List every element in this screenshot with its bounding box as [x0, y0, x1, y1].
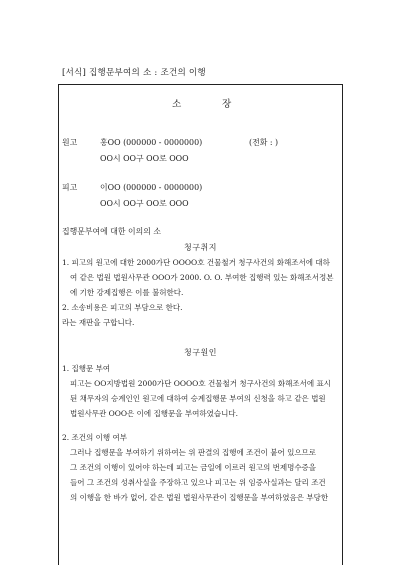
claim-item1-line2: 여 같은 법원 법원사무관 OOO가 2000. O. O. 부여한 집행력 있는 화해조서정본 — [70, 273, 334, 282]
cause-heading-wrap — [59, 347, 342, 358]
cause-s1-line3: 법원사무관 OOO은 이에 집행문을 부여하였습니다. — [70, 409, 239, 418]
defendant-name: 이OO (000000 - 0000000) — [100, 183, 203, 192]
claim-item1-line3: 에 기한 강제집행은 이를 불허한다. — [70, 288, 184, 297]
defendant-role-label: 피고 — [62, 183, 78, 192]
defendant-address: OO시 OO구 OO로 OOO — [100, 199, 189, 208]
case-name: 집행문부여에 대한 이의의 소 — [62, 227, 161, 236]
plaintiff-name: 홍OO (000000 - 0000000) — [100, 138, 203, 147]
cause-s1-title: 1. 집행문 부여 — [62, 364, 111, 373]
cause-section-1 — [62, 361, 331, 421]
complaint-form-frame — [58, 84, 343, 565]
cause-s2-line3: 들어 그 조건의 성취사실을 주장하고 있으나 피고는 위 임증사실과는 달리 조건 — [70, 478, 326, 487]
plaintiff-phone: (전화 : ) — [249, 138, 279, 147]
claim-item2: 2. 소송비용은 피고의 부담으로 한다. — [62, 303, 183, 312]
cause-s2-line4: 의 이행을 한 바가 없어, 같은 법원 법원사무관이 집행문을 부여하였음은 부당한 — [70, 493, 329, 502]
cause-s2-line2: 그 조건의 이행이 있어야 하는데 피고는 금일에 이르러 원고의 번제명수증을 — [70, 463, 317, 472]
claim-text — [62, 255, 333, 330]
cause-heading: 청구원인 — [184, 348, 217, 357]
title-char-jang: 장 — [222, 99, 234, 110]
claim-heading-wrap — [59, 242, 342, 253]
claim-item1-line1: 1. 피고의 원고에 대한 2000가단 OOOO호 건물철거 청구사건의 화해조서에 대하 — [62, 258, 330, 267]
claim-heading: 청구취지 — [184, 243, 217, 252]
cause-s1-line2: 된 채무자의 승계인인 원고에 대하여 승계집행문 부여의 신청을 하고 같은 법원 — [70, 394, 326, 403]
title-char-so: 소 — [172, 99, 184, 110]
document-type-label: [서식] 집행문부여의 소 : 조건의 이행 — [62, 68, 206, 78]
cause-s1-line1: 피고는 OO지방법원 2000가단 OOOO호 건물철거 청구사건의 화해조서에 표시 — [70, 379, 332, 388]
plaintiff-role-label: 원고 — [62, 138, 78, 147]
cause-section-2 — [62, 430, 328, 505]
claim-closing: 라는 재판을 구합니다. — [62, 318, 135, 327]
cause-s2-title: 2. 조건의 이행 여부 — [62, 433, 128, 442]
cause-s2-line1: 그러나 집행문을 부여하기 위하여는 위 판결의 집행에 조건이 붙어 있으므로 — [70, 448, 317, 457]
plaintiff-address: OO시 OO구 OO로 OOO — [100, 154, 189, 163]
